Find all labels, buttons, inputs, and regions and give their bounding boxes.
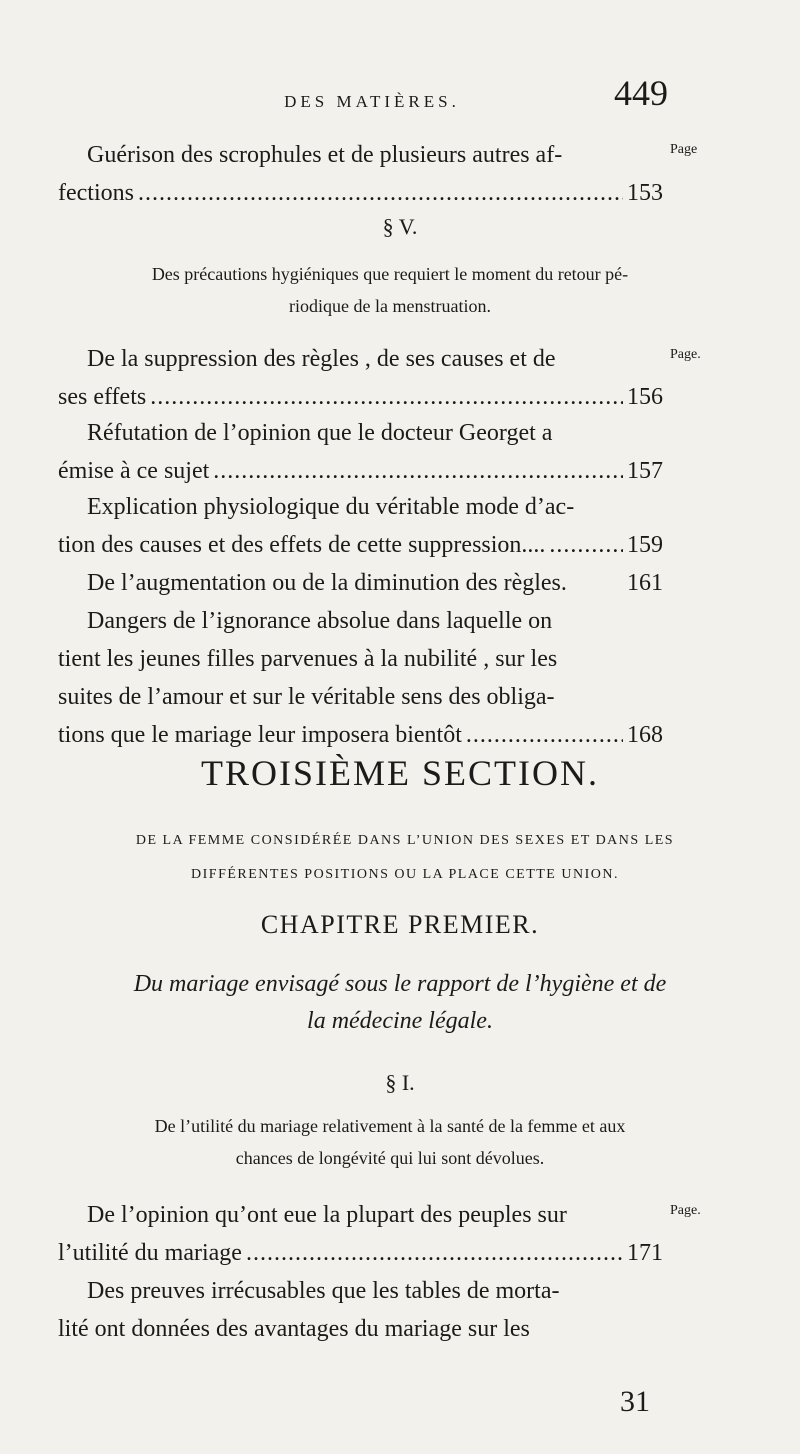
entry-text: fections	[58, 180, 134, 206]
toc-entry-preuves	[58, 1272, 663, 1348]
entry-line: Explication physiologique du véritable mode d’ac-	[87, 494, 575, 520]
entry-line: Guérison des scrophules et de plusieurs autres af-	[87, 142, 563, 168]
dot-leader	[246, 1234, 623, 1272]
chapter-heading: CHAPITRE PREMIER.	[260, 910, 540, 939]
toc-entry-augmentation	[58, 564, 663, 602]
toc-entry-refutation	[58, 414, 663, 490]
entry-text: émise à ce sujet	[58, 458, 210, 484]
entry-text: l’utilité du mariage	[58, 1240, 242, 1266]
entry-line-with-leader	[58, 716, 663, 754]
entry-page: 157	[627, 458, 663, 484]
subtitle-line: Des précautions hygiéniques que requiert le moment du retour pé-	[151, 264, 629, 284]
entry-page: 161	[627, 570, 663, 596]
entry-page: 159	[627, 532, 663, 558]
toc-entry-suppression	[58, 340, 663, 416]
section-subtitle	[50, 1110, 730, 1174]
toc-entry-opinion	[58, 1196, 663, 1272]
toc-entry-dangers	[58, 602, 663, 754]
page-column-label: Page	[670, 142, 698, 157]
entry-text: ses effets	[58, 384, 147, 410]
section-heading: TROISIÈME SECTION.	[201, 753, 599, 793]
running-title: DES MATIÈRES.	[284, 92, 460, 111]
entry-line: Dangers de l’ignorance absolue dans laquelle on	[87, 608, 553, 634]
chapter-title-line: Du mariage envisagé sous le rapport de l’hygiène et de	[133, 971, 667, 997]
entry-line-with-leader	[58, 174, 663, 212]
entry-line-with-leader	[58, 452, 663, 490]
chapter-title-line: la médecine légale.	[307, 1008, 493, 1034]
section-mark: § V.	[382, 214, 418, 239]
chapter-title	[50, 966, 750, 1040]
subtitle-line: De l’utilité du mariage relativement à la santé de la femme et aux	[154, 1116, 626, 1136]
section-description-line: DIFFÉRENTES POSITIONS OU LA PLACE CETTE UNION.	[191, 867, 619, 882]
dot-leader	[150, 378, 623, 416]
entry-text: tion des causes et des effets de cette suppression....	[58, 532, 546, 558]
entry-line: Réfutation de l’opinion que le docteur Georget a	[87, 420, 553, 446]
entry-line-with-page	[58, 564, 663, 602]
page-column-label: Page.	[670, 1203, 701, 1218]
entry-line-with-leader	[58, 526, 663, 564]
signature-mark: 31	[620, 1385, 650, 1418]
entry-line: suites de l’amour et sur le véritable sens des obliga-	[58, 684, 555, 710]
dot-leader	[466, 716, 623, 754]
section-description-line: DE LA FEMME CONSIDÉRÉE DANS L’UNION DES SEXES ET DANS LES	[135, 833, 675, 848]
section-mark: § I.	[385, 1070, 415, 1095]
page-number: 449	[614, 73, 668, 113]
entry-line-with-leader	[58, 1234, 663, 1272]
dot-leader-spacer	[549, 526, 623, 564]
dot-leader	[213, 452, 623, 490]
entry-line: Des preuves irrécusables que les tables de morta-	[87, 1278, 560, 1304]
entry-line: lité ont données des avantages du mariage sur les	[58, 1316, 530, 1342]
subtitle-line: chances de longévité qui lui sont dévolues.	[235, 1148, 545, 1168]
entry-page: 156	[627, 384, 663, 410]
section-subtitle	[50, 258, 730, 322]
entry-page: 153	[627, 180, 663, 206]
entry-text: tions que le mariage leur imposera bientôt	[58, 722, 462, 748]
entry-text: De l’augmentation ou de la diminution des règles.	[87, 570, 567, 596]
page-column-label: Page.	[670, 347, 701, 362]
entry-line: tient les jeunes filles parvenues à la nubilité , sur les	[58, 646, 558, 672]
entry-line-with-leader	[58, 378, 663, 416]
entry-line: De la suppression des règles , de ses causes et de	[87, 346, 556, 372]
toc-entry-guerison	[58, 136, 663, 212]
toc-entry-explication	[58, 488, 663, 564]
entry-page: 171	[627, 1240, 663, 1266]
subtitle-line: riodique de la menstruation.	[289, 296, 491, 316]
entry-line: De l’opinion qu’ont eue la plupart des peuples sur	[87, 1202, 567, 1228]
dot-leader	[138, 174, 623, 212]
entry-page: 168	[627, 722, 663, 748]
